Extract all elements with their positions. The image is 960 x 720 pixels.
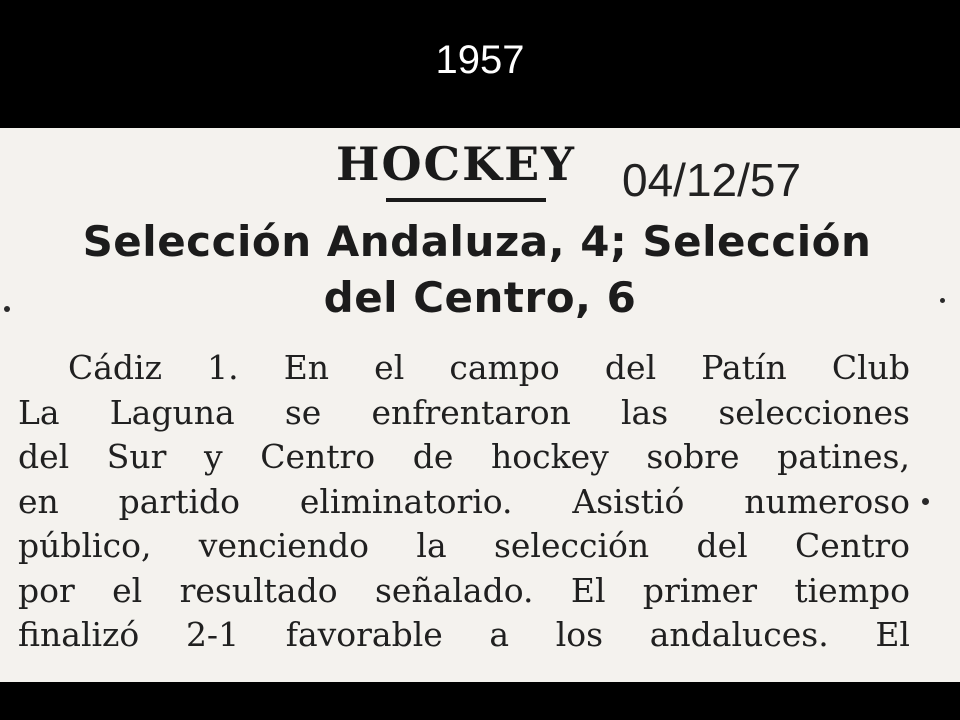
headline-line: Selección Andaluza, 4; Selección: [82, 217, 872, 266]
body-line: por el resultado señalado. El primer tiempo: [18, 570, 910, 610]
body-line: en partido eliminatorio. Asistió numeroso: [18, 481, 910, 521]
body-line: finalizó 2-1 favorable a los andaluces. El: [18, 615, 910, 654]
headline-line: del Centro, 6: [323, 273, 637, 322]
article-body: [18, 346, 918, 658]
body-line: Cádiz 1. En el campo del Patín Club: [68, 348, 910, 387]
section-heading: HOCKEY: [336, 137, 577, 191]
heading-rule: [386, 198, 546, 202]
body-line: público, venciendo la selección del Centro: [18, 526, 910, 565]
ink-speck: [922, 498, 929, 505]
article-headline: [0, 214, 960, 326]
slide-title: 1957: [435, 38, 525, 82]
body-line: del Sur y Centro de hockey sobre patines,: [18, 437, 910, 476]
handwritten-date: 04/12/57: [622, 154, 802, 206]
headline-row: [0, 134, 960, 214]
newspaper-clipping: [0, 128, 960, 682]
body-line: La Laguna se enfrentaron las selecciones: [18, 392, 910, 432]
